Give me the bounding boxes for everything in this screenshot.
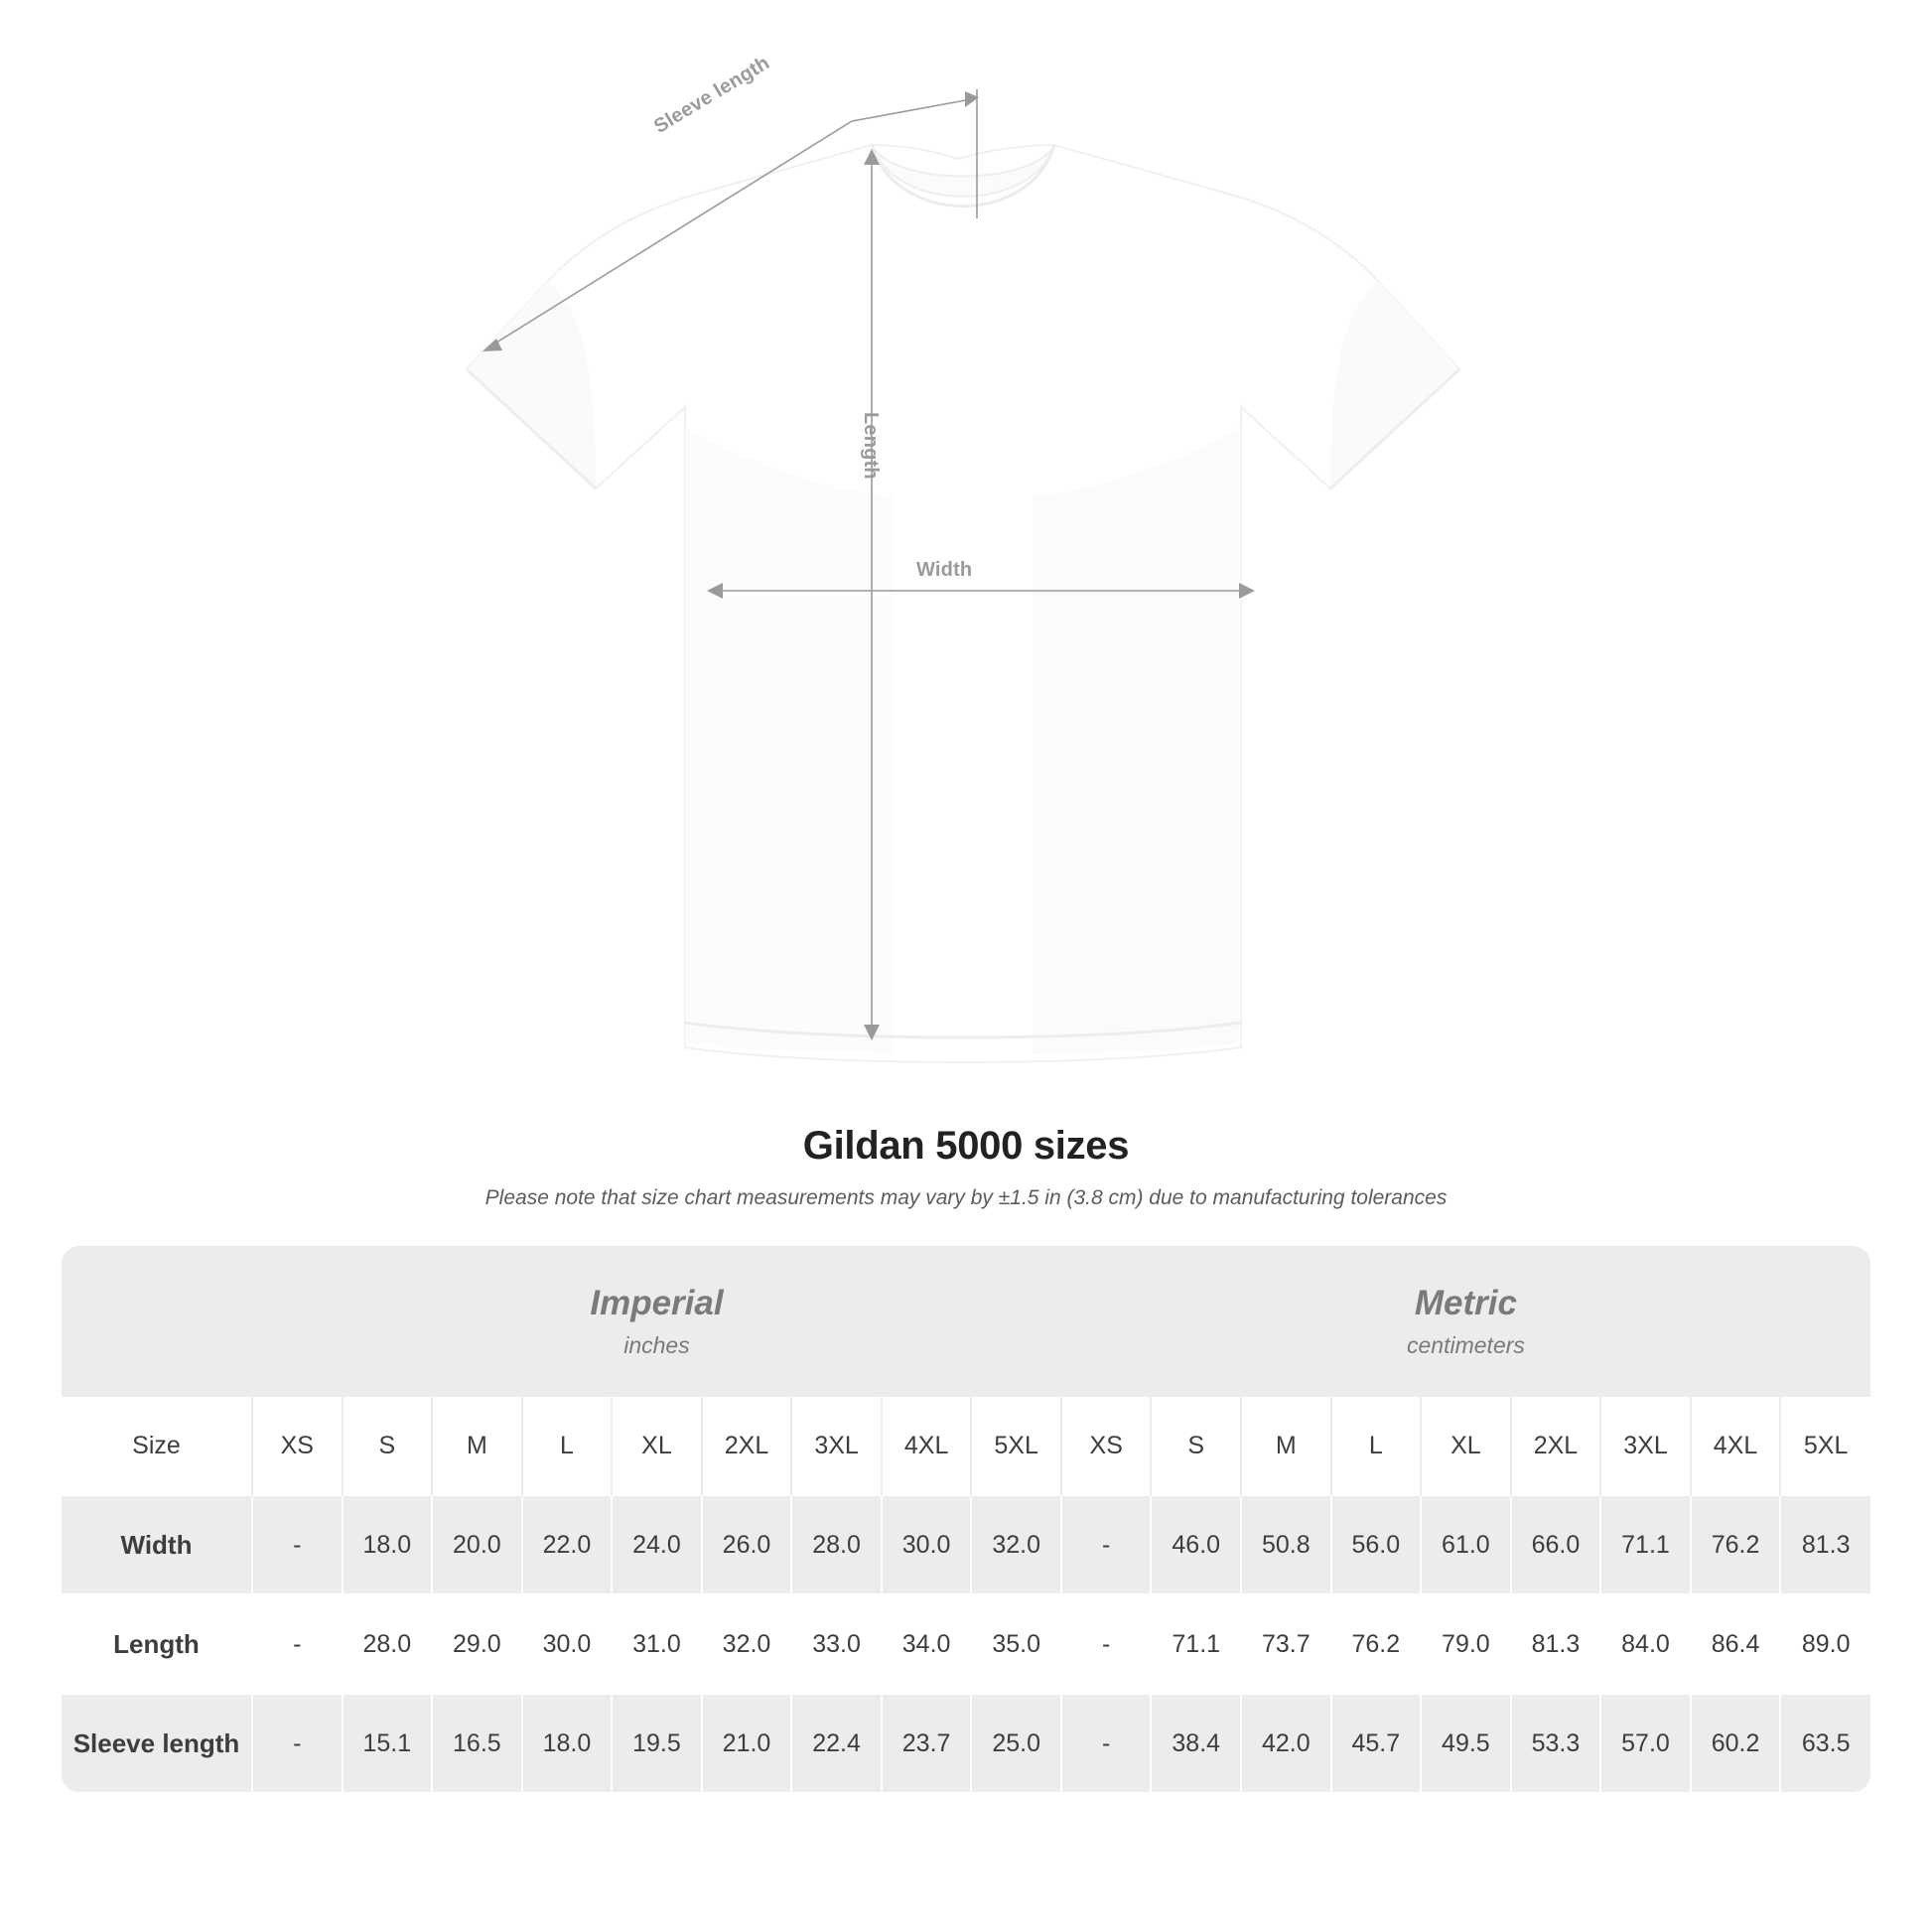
cell-length-imperial-2xl: 32.0 [702, 1594, 792, 1694]
cell-width-metric-2xl: 66.0 [1511, 1495, 1601, 1594]
cell-length-imperial-m: 29.0 [432, 1594, 522, 1694]
size-col-imperial-s: S [343, 1397, 433, 1495]
cell-length-imperial-5xl: 35.0 [971, 1594, 1061, 1694]
cell-width-imperial-4xl: 30.0 [882, 1495, 972, 1594]
cell-sleeve-metric-m: 42.0 [1241, 1694, 1331, 1792]
cell-sleeve-metric-4xl: 60.2 [1691, 1694, 1781, 1792]
cell-sleeve-imperial-2xl: 21.0 [702, 1694, 792, 1792]
cell-sleeve-metric-xl: 49.5 [1421, 1694, 1511, 1792]
cell-length-metric-m: 73.7 [1241, 1594, 1331, 1694]
cell-width-metric-xs: - [1061, 1495, 1152, 1594]
cell-width-imperial-3xl: 28.0 [791, 1495, 882, 1594]
size-col-imperial-xl: XL [612, 1397, 702, 1495]
cell-length-imperial-3xl: 33.0 [791, 1594, 882, 1694]
title-block [0, 1124, 1932, 1210]
size-chart-table [62, 1246, 1870, 1792]
cell-sleeve-metric-s: 38.4 [1151, 1694, 1241, 1792]
cell-sleeve-imperial-4xl: 23.7 [882, 1694, 972, 1792]
row-label-sleeve-length: Sleeve length [62, 1694, 252, 1792]
cell-length-metric-s: 71.1 [1151, 1594, 1241, 1694]
size-col-imperial-4xl: 4XL [882, 1397, 972, 1495]
table-row [62, 1495, 1870, 1594]
table-row [62, 1594, 1870, 1694]
size-col-metric-s: S [1151, 1397, 1241, 1495]
cell-length-metric-xl: 79.0 [1421, 1594, 1511, 1694]
cell-width-metric-5xl: 81.3 [1780, 1495, 1870, 1594]
row-label-length: Length [62, 1594, 252, 1694]
page-title: Gildan 5000 sizes [802, 1124, 1130, 1168]
cell-length-metric-3xl: 84.0 [1600, 1594, 1691, 1694]
cell-length-metric-4xl: 86.4 [1691, 1594, 1781, 1694]
cell-width-metric-l: 56.0 [1331, 1495, 1422, 1594]
cell-sleeve-imperial-3xl: 22.4 [791, 1694, 882, 1792]
size-header-row [62, 1397, 1870, 1495]
size-col-metric-2xl: 2XL [1511, 1397, 1601, 1495]
cell-sleeve-imperial-s: 15.1 [343, 1694, 433, 1792]
cell-sleeve-metric-2xl: 53.3 [1511, 1694, 1601, 1792]
cell-width-metric-xl: 61.0 [1421, 1495, 1511, 1594]
table-row [62, 1694, 1870, 1792]
cell-sleeve-metric-5xl: 63.5 [1780, 1694, 1870, 1792]
size-col-imperial-l: L [522, 1397, 613, 1495]
unit-imperial-sub: inches [623, 1331, 690, 1358]
cell-width-metric-s: 46.0 [1151, 1495, 1241, 1594]
size-col-metric-xl: XL [1421, 1397, 1511, 1495]
cell-length-imperial-s: 28.0 [343, 1594, 433, 1694]
size-col-imperial-xs: XS [252, 1397, 343, 1495]
size-col-metric-3xl: 3XL [1600, 1397, 1691, 1495]
cell-width-imperial-s: 18.0 [343, 1495, 433, 1594]
cell-length-metric-5xl: 89.0 [1780, 1594, 1870, 1694]
row-label-width: Width [62, 1495, 252, 1594]
length-label: Length [860, 412, 882, 480]
unit-metric-label: Metric [1414, 1284, 1517, 1323]
cell-sleeve-metric-3xl: 57.0 [1600, 1694, 1691, 1792]
width-label: Width [916, 559, 973, 581]
size-col-imperial-5xl: 5XL [971, 1397, 1061, 1495]
cell-sleeve-metric-l: 45.7 [1331, 1694, 1422, 1792]
unit-group-imperial [252, 1246, 1061, 1397]
tolerance-note: Please note that size chart measurements may vary by ±1.5 in (3.8 cm) due to manufacturing tolerances [484, 1186, 1448, 1209]
cell-length-imperial-xl: 31.0 [612, 1594, 702, 1694]
cell-width-imperial-m: 20.0 [432, 1495, 522, 1594]
unit-metric-sub: centimeters [1407, 1331, 1525, 1358]
cell-width-metric-3xl: 71.1 [1600, 1495, 1691, 1594]
unit-group-metric [1061, 1246, 1870, 1397]
unit-header-spacer [62, 1246, 252, 1397]
size-col-metric-5xl: 5XL [1780, 1397, 1870, 1495]
cell-length-imperial-xs: - [252, 1594, 343, 1694]
cell-width-imperial-l: 22.0 [522, 1495, 613, 1594]
size-header-cell: Size [62, 1397, 252, 1495]
cell-width-metric-m: 50.8 [1241, 1495, 1331, 1594]
cell-width-imperial-xl: 24.0 [612, 1495, 702, 1594]
cell-length-imperial-4xl: 34.0 [882, 1594, 972, 1694]
cell-width-imperial-2xl: 26.0 [702, 1495, 792, 1594]
cell-sleeve-metric-xs: - [1061, 1694, 1152, 1792]
size-col-metric-l: L [1331, 1397, 1422, 1495]
cell-sleeve-imperial-5xl: 25.0 [971, 1694, 1061, 1792]
size-col-imperial-2xl: 2XL [702, 1397, 792, 1495]
sleeve-length-label: Sleeve length [650, 52, 774, 138]
cell-length-metric-2xl: 81.3 [1511, 1594, 1601, 1694]
cell-width-imperial-xs: - [252, 1495, 343, 1594]
cell-width-metric-4xl: 76.2 [1691, 1495, 1781, 1594]
cell-length-metric-l: 76.2 [1331, 1594, 1422, 1694]
unit-imperial-label: Imperial [590, 1284, 724, 1323]
cell-sleeve-imperial-xl: 19.5 [612, 1694, 702, 1792]
size-col-imperial-3xl: 3XL [791, 1397, 882, 1495]
size-col-metric-4xl: 4XL [1691, 1397, 1781, 1495]
cell-sleeve-imperial-m: 16.5 [432, 1694, 522, 1792]
cell-length-imperial-l: 30.0 [522, 1594, 613, 1694]
cell-length-metric-xs: - [1061, 1594, 1152, 1694]
cell-sleeve-imperial-xs: - [252, 1694, 343, 1792]
cell-width-imperial-5xl: 32.0 [971, 1495, 1061, 1594]
size-col-metric-m: M [1241, 1397, 1331, 1495]
size-col-metric-xs: XS [1061, 1397, 1152, 1495]
size-col-imperial-m: M [432, 1397, 522, 1495]
cell-sleeve-imperial-l: 18.0 [522, 1694, 613, 1792]
unit-header-row [62, 1246, 1870, 1397]
